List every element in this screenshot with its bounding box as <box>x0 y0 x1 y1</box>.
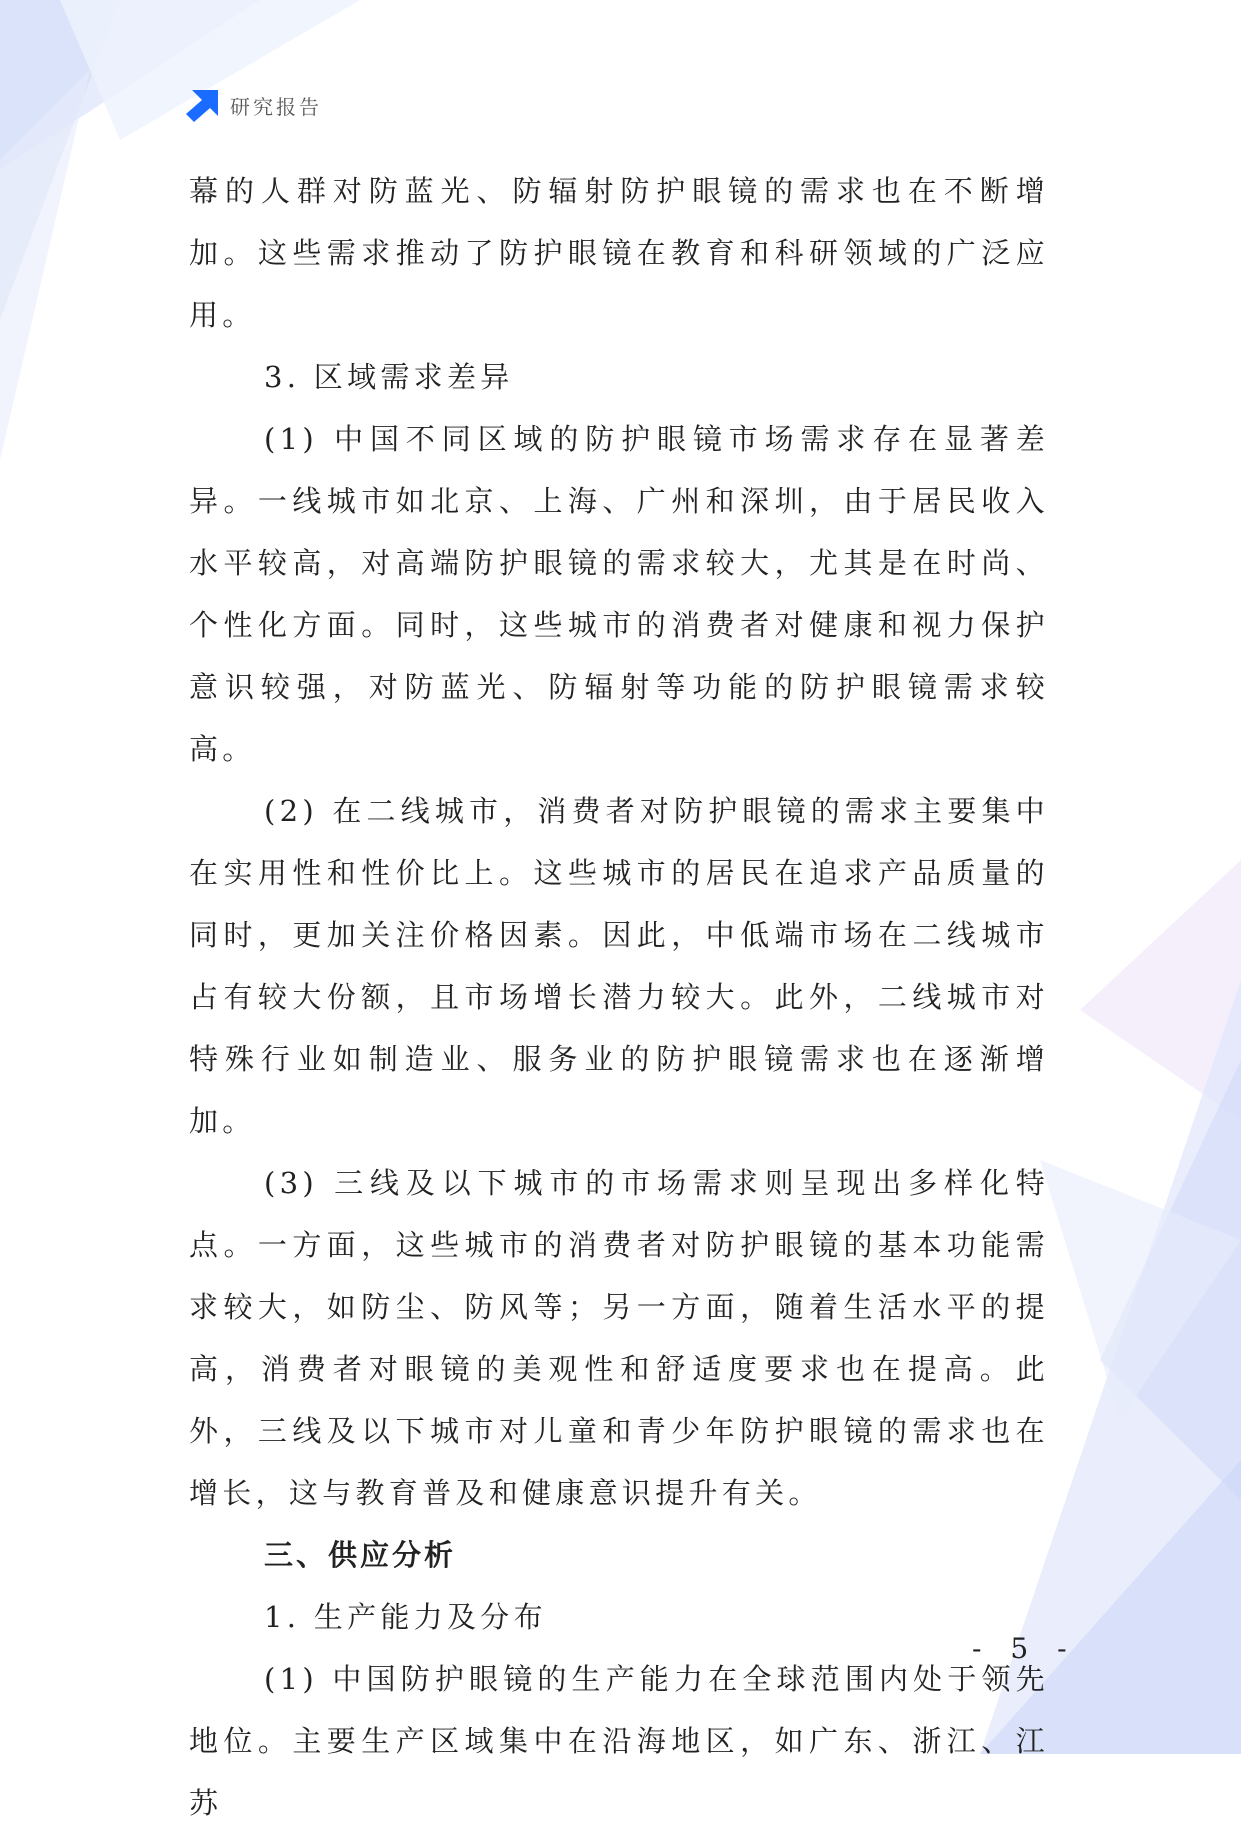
report-header <box>186 88 322 122</box>
paragraph: (1) 中国防护眼镜的生产能力在全球范围内处于领先地位。主要生产区域集中在沿海地区，如广东、浙江、江苏 <box>189 1662 1049 1820</box>
header-title: 研究报告 <box>230 94 322 119</box>
section-heading: 3. 区域需求差异 <box>264 360 514 394</box>
section-heading: 1. 生产能力及分布 <box>264 1600 547 1634</box>
paragraph: (2) 在二线城市，消费者对防护眼镜的需求主要集中在实用性和性价比上。这些城市的居民在追求产品质量的同时，更加关注价格因素。因此，中低端市场在二线城市占有较大份额，且市场增长潜力较大。此外，二线城市对特殊行业如制造业、服务业的防护眼镜需求也在逐渐增加。 <box>189 794 1049 1138</box>
page-number: - 5 - <box>972 1632 1077 1665</box>
arrow-up-right-icon <box>186 88 220 122</box>
document-body <box>189 160 1049 1834</box>
paragraph: 幕的人群对防蓝光、防辐射防护眼镜的需求也在不断增加。这些需求推动了防护眼镜在教育和科研领域的广泛应用。 <box>189 174 1049 332</box>
paragraph: (3) 三线及以下城市的市场需求则呈现出多样化特点。一方面，这些城市的消费者对防护眼镜的基本功能需求较大，如防尘、防风等；另一方面，随着生活水平的提高，消费者对眼镜的美观性和舒适度要求也在提高。此外，三线及以下城市对儿童和青少年防护眼镜的需求也在增长，这与教育普及和健康意识提升有关。 <box>189 1166 1049 1510</box>
paragraph: (1) 中国不同区域的防护眼镜市场需求存在显著差异。一线城市如北京、上海、广州和深圳，由于居民收入水平较高，对高端防护眼镜的需求较大，尤其是在时尚、个性化方面。同时，这些城市的消费者对健康和视力保护意识较强，对防蓝光、防辐射等功能的防护眼镜需求较高。 <box>189 422 1049 766</box>
chapter-heading: 三、供应分析 <box>264 1538 457 1572</box>
